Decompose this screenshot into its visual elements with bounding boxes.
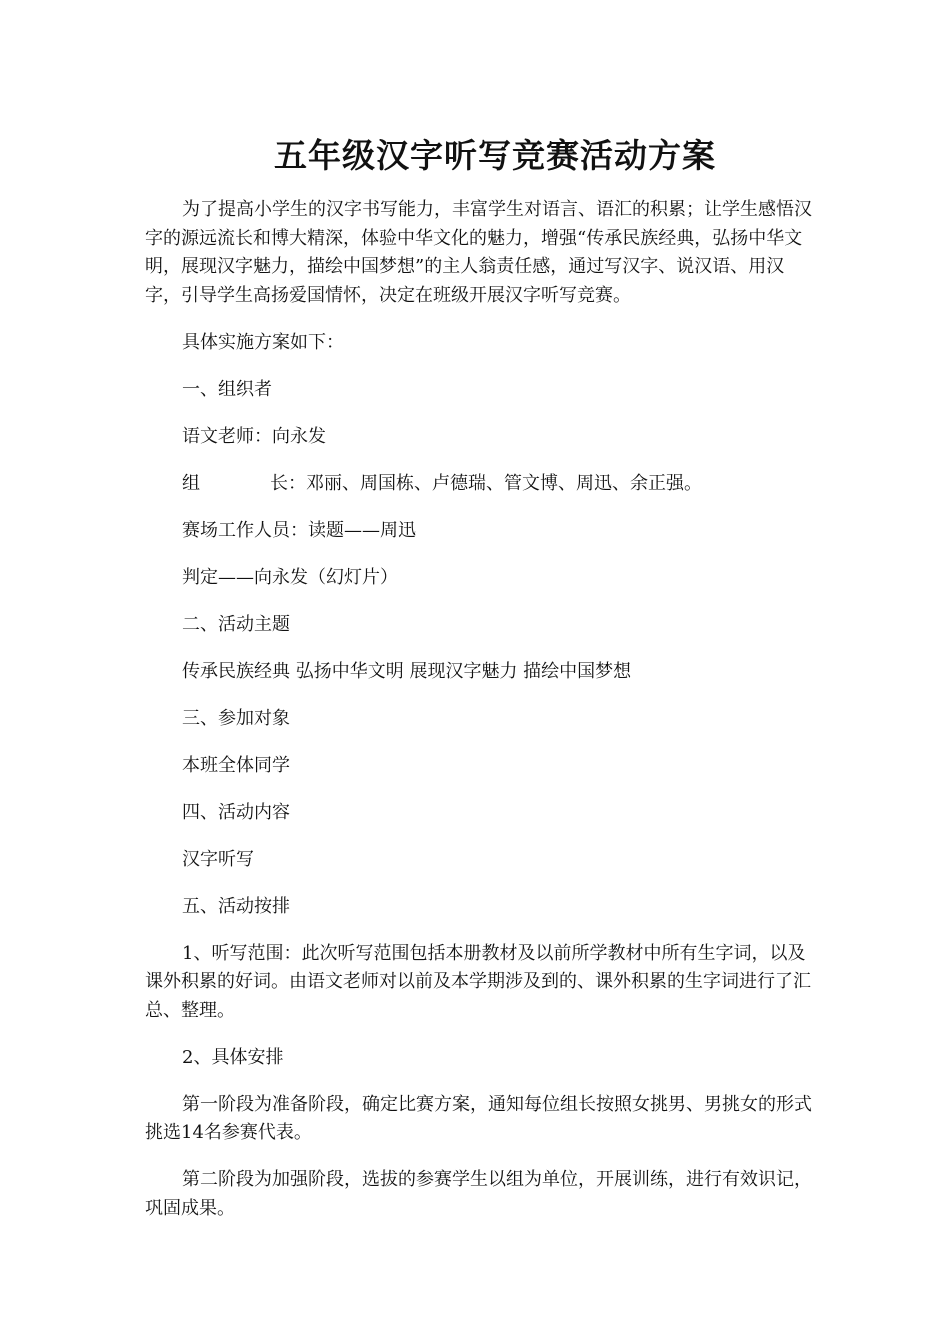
document-body (145, 196, 815, 1242)
participants-line: 本班全体同学 (182, 754, 290, 776)
leaders-list: 长：邓丽、周国栋、卢德瑞、管文博、周迅、余正强。 (270, 472, 702, 494)
leaders-label: 组 (182, 472, 200, 494)
stage2-paragraph: 第二阶段为加强阶段，选拔的参赛学生以组为单位，开展训练，进行有效识记，巩固成果。 (145, 1169, 812, 1219)
theme-line: 传承民族经典 弘扬中华文明 展现汉字魅力 描绘中国梦想 (182, 660, 632, 682)
arrangement-heading: 2、具体安排 (182, 1046, 284, 1068)
plan-lead: 具体实施方案如下： (182, 331, 344, 353)
activity-line: 汉字听写 (182, 848, 254, 870)
stage1-paragraph: 第一阶段为准备阶段，确定比赛方案，通知每位组长按照女挑男、男挑女的形式挑选14名参赛代表。 (145, 1093, 812, 1143)
section3-heading: 三、参加对象 (182, 707, 290, 729)
intro-paragraph: 为了提高小学生的汉字书写能力，丰富学生对语言、语汇的积累；让学生感悟汉字的源远流长和博大精深，体验中华文化的魅力，增强“传承民族经典，弘扬中华文明，展现汉字魅力，描绘中国梦想”的主人翁责任感，通过写汉字、说汉语、用汉字，引导学生高扬爱国情怀，决定在班级开展汉字听写竞赛。 (145, 199, 812, 306)
staff-line: 赛场工作人员：读题——周迅 (182, 519, 416, 541)
section5-heading: 五、活动按排 (182, 895, 290, 917)
judge-line: 判定——向永发（幻灯片） (182, 566, 398, 588)
section4-heading: 四、活动内容 (182, 801, 290, 823)
leaders-line (145, 470, 815, 499)
teacher-line: 语文老师：向永发 (182, 425, 326, 447)
scope-paragraph: 1、听写范围：此次听写范围包括本册教材及以前所学教材中所有生字词，以及课外积累的好词。由语文老师对以前及本学期涉及到的、课外积累的生字词进行了汇总、整理。 (145, 942, 811, 1021)
section1-heading: 一、组织者 (182, 378, 272, 400)
section2-heading: 二、活动主题 (182, 613, 290, 635)
document-title: 五年级汉字听写竞赛活动方案 (274, 136, 716, 175)
